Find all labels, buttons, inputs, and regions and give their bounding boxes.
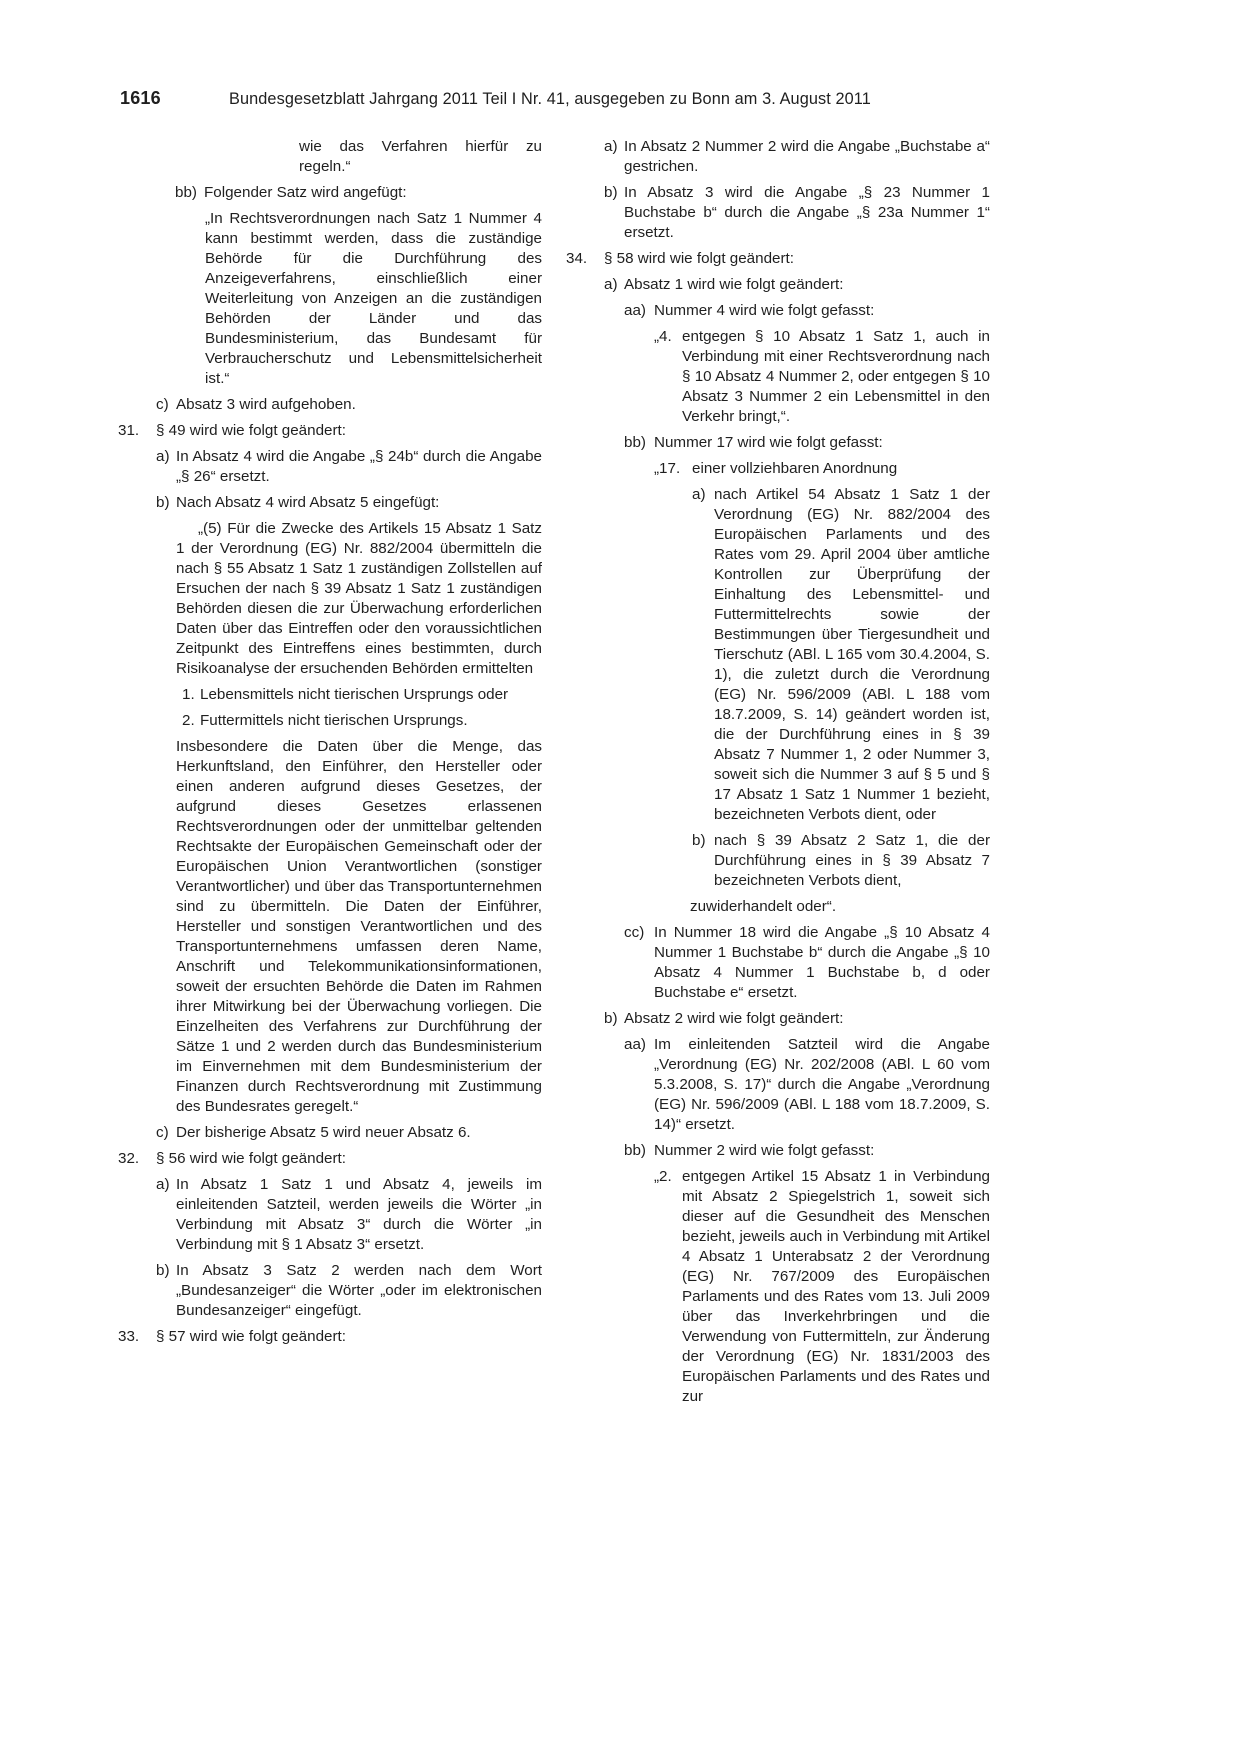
list-item	[560, 1167, 990, 1407]
item-number: „17.	[654, 460, 681, 477]
item-label: bb)	[175, 184, 197, 201]
paragraph-text: zuwiderhandelt oder“.	[690, 898, 837, 915]
list-item	[112, 183, 542, 203]
list-item	[560, 327, 990, 427]
list-item	[560, 459, 990, 479]
list-item	[560, 1141, 990, 1161]
item-number: 34.	[566, 250, 588, 267]
item-text: einer vollziehbaren Anordnung	[692, 460, 898, 477]
quote-text: Insbesondere die Daten über die Menge, das Herkunftsland, den Einführer, den Hersteller oder einen anderen aufgrund dieses Gesetzes, der aufgrund dieses Gesetzes erlassenen Rechtsverordnungen oder der unmittelbar geltenden Rechtsakte der Europäischen Gemeinschaft oder der Europäischen Union Verantwortlichen (sonstiger Verantwortlicher) und über das Transportunternehmen sind zu übermitteln. Die Daten der Einführer, Hersteller und sonstigen Verantwortlichen und des Transportunternehmens umfassen deren Name, Anschrift und Telekommunikationsinformationen, soweit der ersuchten Behörde die Daten im Rahmen ihrer Mitwirkung bei der Überwachung vorliegen. Die Einzelheiten des Verfahrens zur Durchführung der Sätze 1 und 2 werden durch das Bundesministerium im Einvernehmen mit dem Bundesministerium der Finanzen durch Rechtsverordnung mit Zustimmung des Bundesrates geregelt.“	[176, 738, 542, 1115]
item-text: In Absatz 3 Satz 2 werden nach dem Wort „Bundesanzeiger“ die Wörter „oder im elektronischen Bundesanzeiger“ eingefügt.	[176, 1262, 542, 1319]
list-item	[112, 1175, 542, 1255]
item-text: Nummer 4 wird wie folgt gefasst:	[654, 302, 875, 319]
item-text: In Absatz 1 Satz 1 und Absatz 4, jeweils im einleitenden Satzteil, werden jeweils die Wörter „in Verbindung mit Absatz 3“ durch die Wörter „in Verbindung mit § 1 Absatz 3“ ersetzt.	[176, 1176, 542, 1253]
item-text: entgegen Artikel 15 Absatz 1 in Verbindung mit Absatz 2 Spiegelstrich 1, soweit sich dieser auf die Gesundheit des Menschen bezieht, jeweils auch in Verbindung mit Artikel 4 Absatz 1 Unterabsatz 2 der Verordnung (EG) Nr. 767/2009 des Europäischen Parlaments und des Rates vom 13. Juli 2009 über das Inverkehrbringen und die Verwendung von Futtermitteln, zur Änderung der Verordnung (EG) Nr. 1831/2003 des Europäischen Parlaments und des Rates und zur	[682, 1168, 990, 1405]
item-text: § 58 wird wie folgt geändert:	[604, 250, 794, 267]
item-text: Im einleitenden Satzteil wird die Angabe „Verordnung (EG) Nr. 202/2008 (ABl. L 60 vom 5.3.2008, S. 17)“ durch die Angabe „Verordnung (EG) Nr. 596/2009 (ABl. L 188 vom 18.7.2009, S. 14)“ ersetzt.	[654, 1036, 990, 1133]
item-text: Nummer 17 wird wie folgt gefasst:	[654, 434, 883, 451]
list-item	[560, 433, 990, 453]
list-item	[560, 831, 990, 891]
list-item	[112, 1261, 542, 1321]
item-number: 31.	[118, 422, 140, 439]
left-column	[112, 137, 542, 1347]
item-number: 1.	[182, 686, 195, 703]
right-column	[560, 137, 990, 1407]
item-text: In Absatz 3 wird die Angabe „§ 23 Nummer 1 Buchstabe b“ durch die Angabe „§ 23a Nummer 1“ ersetzt.	[624, 184, 990, 241]
list-item	[560, 897, 990, 917]
list-item	[560, 183, 990, 243]
list-item	[560, 301, 990, 321]
item-text: Folgender Satz wird angefügt:	[204, 184, 407, 201]
item-text: Nummer 2 wird wie folgt gefasst:	[654, 1142, 875, 1159]
item-text: § 49 wird wie folgt geändert:	[156, 422, 346, 439]
list-item	[560, 275, 990, 295]
item-number: „2.	[654, 1168, 672, 1185]
item-text: In Nummer 18 wird die Angabe „§ 10 Absatz 4 Nummer 1 Buchstabe b“ durch die Angabe „§ 10 Absatz 4 Nummer 1 Buchstabe b, d oder Buchstabe e“ ersetzt.	[654, 924, 990, 1001]
gazette-header-title: Bundesgesetzblatt Jahrgang 2011 Teil I Nr. 41, ausgegeben zu Bonn am 3. August 2011	[229, 90, 871, 108]
item-number: 33.	[118, 1328, 140, 1345]
item-text: Absatz 3 wird aufgehoben.	[176, 396, 356, 413]
list-item	[112, 1149, 542, 1169]
list-item	[560, 1035, 990, 1135]
quote-block	[112, 519, 542, 679]
item-text: Futtermittels nicht tierischen Ursprungs.	[200, 712, 468, 729]
item-label: b)	[604, 1010, 618, 1027]
list-item	[112, 493, 542, 513]
list-item	[112, 137, 542, 177]
list-item	[112, 1123, 542, 1143]
item-text: Nach Absatz 4 wird Absatz 5 eingefügt:	[176, 494, 440, 511]
item-text: nach § 39 Absatz 2 Satz 1, die der Durchführung eines in § 39 Absatz 7 bezeichneten Verbots dient,	[714, 832, 990, 889]
item-text: In Absatz 4 wird die Angabe „§ 24b“ durch die Angabe „§ 26“ ersetzt.	[176, 448, 542, 485]
list-item	[560, 923, 990, 1003]
quote-block	[112, 209, 542, 389]
page-number: 1616	[120, 88, 161, 108]
item-label: bb)	[624, 1142, 646, 1159]
item-text: Der bisherige Absatz 5 wird neuer Absatz 6.	[176, 1124, 471, 1141]
item-number: 32.	[118, 1150, 140, 1167]
item-label: bb)	[624, 434, 646, 451]
item-label: aa)	[624, 1036, 646, 1053]
item-label: a)	[604, 138, 618, 155]
quote-text: „In Rechtsverordnungen nach Satz 1 Nummer 4 kann bestimmt werden, dass die zuständige Behörde für die Durchführung des Anzeigeverfahrens, einschließlich einer Weiterleitung von Anzeigen an die zuständigen Behörden der Länder und das Bundesministerium, das Bundesamt für Verbraucherschutz und Lebensmittelsicherheit ist.“	[205, 210, 542, 387]
item-label: a)	[156, 448, 170, 465]
list-item	[112, 711, 542, 731]
item-number: 2.	[182, 712, 195, 729]
item-text: In Absatz 2 Nummer 2 wird die Angabe „Buchstabe a“ gestrichen.	[624, 138, 990, 175]
item-label: b)	[156, 494, 170, 511]
list-item	[560, 137, 990, 177]
list-item	[560, 249, 990, 269]
item-label: a)	[692, 486, 706, 503]
quote-text: „(5) Für die Zwecke des Artikels 15 Absatz 1 Satz 1 der Verordnung (EG) Nr. 882/2004 übermitteln die nach § 55 Absatz 1 Satz 1 zuständigen Zollstellen auf Ersuchen der nach § 39 Absatz 1 Satz 1 zuständigen Behörden diesen die zur Überwachung erforderlichen Daten über das Eintreffen oder den voraussichtlichen Zeitpunkt des Eintreffens eines bestimmten, durch Risikoanalyse der ersuchenden Behörden ermittelten	[176, 520, 542, 677]
list-item	[112, 1327, 542, 1347]
item-text: Absatz 2 wird wie folgt geändert:	[624, 1010, 844, 1027]
item-label: a)	[156, 1176, 170, 1193]
item-label: b)	[692, 832, 706, 849]
item-label: b)	[604, 184, 618, 201]
item-number: „4.	[654, 328, 672, 345]
item-text: Absatz 1 wird wie folgt geändert:	[624, 276, 844, 293]
list-item	[112, 447, 542, 487]
item-text: entgegen § 10 Absatz 1 Satz 1, auch in Verbindung mit einer Rechtsverordnung nach § 10 Absatz 4 Nummer 2, oder entgegen § 10 Absatz 3 Nummer 2 ein Lebensmittel in den Verkehr bringt,“.	[682, 328, 990, 425]
item-label: cc)	[624, 924, 645, 941]
paragraph-text: wie das Verfahren hierfür zu regeln.“	[299, 138, 542, 175]
item-label: c)	[156, 1124, 169, 1141]
item-text: § 57 wird wie folgt geändert:	[156, 1328, 346, 1345]
list-item	[112, 685, 542, 705]
list-item	[112, 421, 542, 441]
item-text: Lebensmittels nicht tierischen Ursprungs oder	[200, 686, 509, 703]
item-label: a)	[604, 276, 618, 293]
item-text: § 56 wird wie folgt geändert:	[156, 1150, 346, 1167]
quote-block	[112, 737, 542, 1117]
item-label: b)	[156, 1262, 170, 1279]
list-item	[112, 395, 542, 415]
list-item	[560, 485, 990, 825]
item-label: aa)	[624, 302, 646, 319]
item-text: nach Artikel 54 Absatz 1 Satz 1 der Verordnung (EG) Nr. 882/2004 des Europäischen Parlaments und des Rates vom 29. April 2004 über amtliche Kontrollen zur Überprüfung der Einhaltung des Lebensmittel- und Futtermittelrechts sowie der Bestimmungen über Tiergesundheit und Tierschutz (ABl. L 165 vom 30.4.2004, S. 1), die zuletzt durch die Verordnung (EG) Nr. 596/2009 (ABl. L 188 vom 18.7.2009, S. 14) geändert worden ist, die der Durchführung eines in § 39 Absatz 7 Nummer 1, 2 oder Nummer 3, soweit sich die Nummer 3 auf § 5 und § 17 Absatz 1 Satz 1 Nummer 1 bezieht, bezeichneten Verbots dient, oder	[714, 486, 990, 823]
list-item	[560, 1009, 990, 1029]
item-label: c)	[156, 396, 169, 413]
